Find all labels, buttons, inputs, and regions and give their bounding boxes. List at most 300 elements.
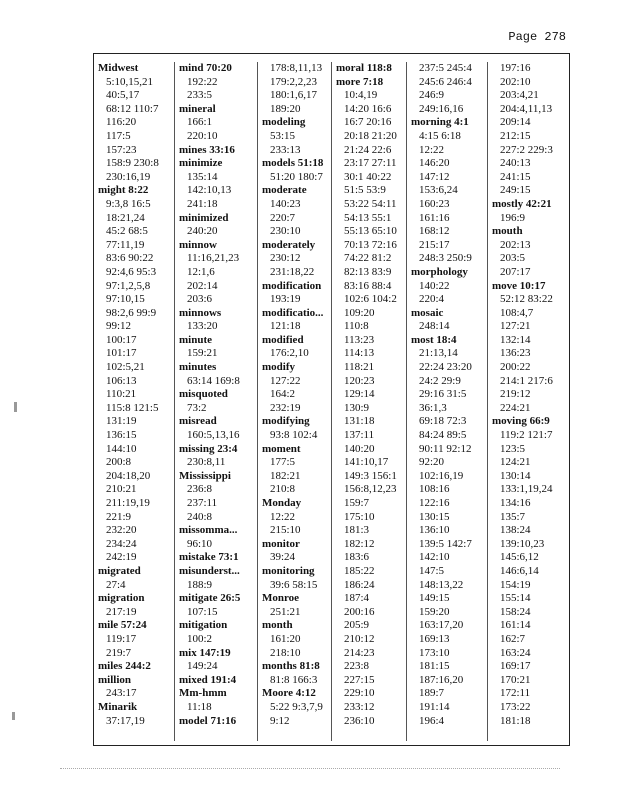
- index-reference: 69:18 72:3: [419, 415, 467, 428]
- index-reference: 116:20: [106, 116, 137, 129]
- index-column: [331, 62, 407, 741]
- index-reference: 140:23: [270, 197, 301, 210]
- index-term: mosaic: [411, 306, 444, 319]
- index-term: modeling: [262, 116, 306, 129]
- index-reference: 240:8: [187, 510, 213, 523]
- index-reference: 102:16,19: [419, 469, 464, 482]
- index-reference: 138:24: [500, 524, 531, 537]
- index-reference: 159:7: [344, 497, 370, 509]
- index-reference: 211:19,19: [106, 497, 150, 509]
- index-reference: 210:21: [106, 483, 137, 496]
- index-reference: 70:13 72:16: [344, 238, 397, 251]
- index-reference: 217:19: [106, 605, 137, 618]
- index-reference: 141:10,17: [344, 456, 389, 469]
- index-reference: 196:9: [500, 211, 526, 224]
- index-reference: 205:9: [344, 619, 370, 632]
- index-term: mile 57:24: [98, 619, 147, 632]
- index-reference: 93:8 102:4: [270, 429, 318, 442]
- index-reference: 4:15 6:18: [419, 129, 461, 142]
- index-reference: 23:17 27:11: [344, 157, 397, 170]
- index-reference: 237:5 245:4: [419, 62, 472, 74]
- index-reference: 127:21: [500, 320, 531, 333]
- index-reference: 159:21: [187, 347, 218, 360]
- index-term: miles 244:2: [98, 660, 151, 673]
- index-reference: 161:16: [419, 211, 450, 224]
- index-reference: 108:4,7: [500, 306, 534, 319]
- index-reference: 100:17: [106, 333, 137, 346]
- index-reference: 12:22: [270, 510, 296, 523]
- index-reference: 210:12: [344, 632, 375, 645]
- index-reference: 173:10: [419, 646, 450, 659]
- index-reference: 130:9: [344, 401, 370, 414]
- index-reference: 204:18,20: [106, 469, 151, 482]
- index-term: Mm-hmm: [179, 687, 227, 700]
- index-reference: 182:21: [270, 469, 301, 482]
- index-reference: 158:9 230:8: [106, 157, 159, 170]
- index-reference: 30:1 40:22: [344, 170, 392, 183]
- index-reference: 164:2: [270, 388, 296, 401]
- index-reference: 115:8 121:5: [106, 401, 159, 414]
- index-reference: 202:13: [500, 238, 531, 251]
- index-term: monitor: [262, 537, 300, 550]
- index-reference: 232:19: [270, 401, 301, 414]
- index-reference: 109:20: [344, 306, 375, 319]
- index-reference: 248:3 250:9: [419, 252, 472, 265]
- index-reference: 193:19: [270, 293, 301, 306]
- index-term: misread: [179, 415, 217, 428]
- index-reference: 18:21,24: [106, 211, 145, 224]
- index-term: mines 33:16: [179, 143, 235, 156]
- index-reference: 12:1,6: [187, 265, 215, 278]
- index-reference: 16:7 20:16: [344, 116, 392, 129]
- index-term: morning 4:1: [411, 116, 469, 129]
- index-reference: 161:20: [270, 632, 301, 645]
- index-reference: 149:3 156:1: [344, 469, 397, 482]
- index-reference: 148:13,22: [419, 578, 464, 591]
- index-reference: 188:9: [187, 578, 213, 591]
- index-reference: 160:5,13,16: [187, 429, 240, 442]
- index-reference: 242:19: [106, 551, 137, 564]
- index-reference: 153:6,24: [419, 184, 458, 197]
- index-term: mix 147:19: [179, 646, 231, 659]
- index-reference: 82:13 83:9: [344, 265, 392, 278]
- index-reference: 108:16: [419, 483, 450, 496]
- index-reference: 5:10,15,21: [106, 75, 154, 88]
- index-term: moderate: [262, 184, 307, 197]
- scan-footer-line: [60, 768, 560, 770]
- index-term: misquoted: [179, 388, 228, 401]
- index-term: mind 70:20: [179, 62, 232, 74]
- index-reference: 54:13 55:1: [344, 211, 392, 224]
- index-reference: 249:15: [500, 184, 531, 197]
- index-reference: 227:2 229:3: [500, 143, 553, 156]
- index-reference: 106:13: [106, 374, 137, 387]
- index-reference: 74:22 81:2: [344, 252, 392, 265]
- index-term: mitigate 26:5: [179, 592, 241, 605]
- index-reference: 203:6: [187, 293, 213, 306]
- index-term: minutes: [179, 361, 217, 374]
- index-reference: 179:2,2,23: [270, 75, 318, 88]
- index-reference: 24:2 29:9: [419, 374, 461, 387]
- index-term: million: [98, 673, 132, 686]
- index-reference: 221:9: [106, 510, 132, 523]
- index-term: minnow: [179, 238, 217, 251]
- index-reference: 102:5,21: [106, 361, 145, 374]
- index-reference: 107:15: [187, 605, 218, 618]
- index-reference: 20:18 21:20: [344, 129, 397, 142]
- index-column: [94, 62, 174, 741]
- index-reference: 200:22: [500, 361, 531, 374]
- index-reference: 36:1,3: [419, 401, 447, 414]
- index-reference: 204:4,11,13: [500, 102, 553, 115]
- index-reference: 202:10: [500, 75, 531, 88]
- index-reference: 40:5,17: [106, 89, 140, 102]
- index-reference: 10:4,19: [344, 89, 378, 102]
- index-term: mineral: [179, 102, 216, 115]
- index-reference: 97:1,2,5,8: [106, 279, 151, 292]
- index-reference: 129:14: [344, 388, 375, 401]
- index-reference: 149:24: [187, 660, 218, 673]
- index-reference: 9:3,8 16:5: [106, 197, 151, 210]
- index-term: mouth: [492, 225, 523, 238]
- index-reference: 162:7: [500, 632, 526, 645]
- index-reference: 232:20: [106, 524, 137, 537]
- index-reference: 77:11,19: [106, 238, 145, 251]
- index-reference: 218:10: [270, 646, 301, 659]
- index-reference: 169:13: [419, 632, 450, 645]
- index-reference: 131:18: [344, 415, 375, 428]
- index-reference: 245:6 246:4: [419, 75, 472, 88]
- index-reference: 210:8: [270, 483, 296, 496]
- index-reference: 170:21: [500, 673, 531, 686]
- index-reference: 230:10: [270, 225, 301, 238]
- index-reference: 39:24: [270, 551, 296, 564]
- index-reference: 83:6 90:22: [106, 252, 154, 265]
- index-reference: 161:14: [500, 619, 531, 632]
- index-reference: 192:22: [187, 75, 218, 88]
- index-reference: 182:12: [344, 537, 375, 550]
- index-reference: 230:12: [270, 252, 301, 265]
- index-term: monitoring: [262, 564, 315, 577]
- index-reference: 215:10: [270, 524, 301, 537]
- index-column: [174, 62, 258, 741]
- index-term: mistake 73:1: [179, 551, 239, 564]
- index-reference: 251:21: [270, 605, 301, 618]
- index-reference: 236:8: [187, 483, 213, 496]
- index-reference: 187:4: [344, 592, 370, 605]
- index-reference: 135:14: [187, 170, 218, 183]
- index-reference: 158:24: [500, 605, 531, 618]
- index-reference: 149:15: [419, 592, 450, 605]
- index-reference: 147:12: [419, 170, 450, 183]
- index-reference: 236:10: [344, 714, 375, 727]
- index-reference: 134:16: [500, 497, 531, 509]
- index-reference: 160:23: [419, 197, 450, 210]
- index-reference: 189:7: [419, 687, 445, 700]
- index-reference: 233:12: [344, 700, 375, 713]
- index-reference: 14:20 16:6: [344, 102, 392, 115]
- index-reference: 212:15: [500, 129, 531, 142]
- index-reference: 99:12: [106, 320, 132, 333]
- index-reference: 203:5: [500, 252, 526, 265]
- index-reference: 233:5: [187, 89, 213, 102]
- index-reference: 132:14: [500, 333, 531, 346]
- index-reference: 237:11: [187, 497, 218, 509]
- index-reference: 9:12: [270, 714, 290, 727]
- index-term: mostly 42:21: [492, 197, 552, 210]
- index-reference: 214:23: [344, 646, 375, 659]
- index-reference: 163:24: [500, 646, 531, 659]
- index-reference: 200:16: [344, 605, 375, 618]
- index-reference: 90:11 92:12: [419, 442, 472, 455]
- index-reference: 147:5: [419, 564, 445, 577]
- index-term: modificatio...: [262, 306, 324, 319]
- index-term: model 71:16: [179, 714, 237, 727]
- index-reference: 173:22: [500, 700, 531, 713]
- index-reference: 119:2 121:7: [500, 429, 553, 442]
- index-reference: 166:1: [187, 116, 213, 129]
- index-reference: 140:20: [344, 442, 375, 455]
- index-reference: 131:19: [106, 415, 137, 428]
- index-term: most 18:4: [411, 333, 457, 346]
- index-reference: 96:10: [187, 537, 213, 550]
- index-reference: 98:2,6 99:9: [106, 306, 157, 319]
- index-reference: 63:14 169:8: [187, 374, 240, 387]
- index-term: might 8:22: [98, 184, 149, 197]
- index-term: minimize: [179, 157, 223, 170]
- index-reference: 230:8,11: [187, 456, 226, 469]
- index-column: [487, 62, 572, 741]
- index-reference: 83:16 88:4: [344, 279, 392, 292]
- index-reference: 97:10,15: [106, 293, 145, 306]
- index-reference: 189:20: [270, 102, 301, 115]
- index-reference: 227:15: [344, 673, 375, 686]
- index-reference: 122:16: [419, 497, 450, 509]
- index-reference: 175:10: [344, 510, 375, 523]
- index-reference: 140:22: [419, 279, 450, 292]
- index-term: migration: [98, 592, 145, 605]
- index-reference: 135:7: [500, 510, 526, 523]
- index-reference: 53:15: [270, 129, 296, 142]
- index-term: moving 66:9: [492, 415, 550, 428]
- index-reference: 177:5: [270, 456, 296, 469]
- index-table: [93, 53, 570, 746]
- index-reference: 45:2 68:5: [106, 225, 148, 238]
- index-reference: 113:23: [344, 333, 375, 346]
- index-reference: 181:3: [344, 524, 370, 537]
- index-reference: 133:20: [187, 320, 218, 333]
- index-reference: 187:16,20: [419, 673, 464, 686]
- index-reference: 241:15: [500, 170, 531, 183]
- index-reference: 22:24 23:20: [419, 361, 472, 374]
- index-reference: 84:24 89:5: [419, 429, 467, 442]
- index-reference: 233:13: [270, 143, 301, 156]
- index-reference: 209:14: [500, 116, 531, 129]
- index-reference: 21:24 22:6: [344, 143, 392, 156]
- index-reference: 220:7: [270, 211, 296, 224]
- index-reference: 219:12: [500, 388, 531, 401]
- index-term: minute: [179, 333, 212, 346]
- index-reference: 223:8: [344, 660, 370, 673]
- index-reference: 11:18: [187, 700, 212, 713]
- index-reference: 220:10: [187, 129, 218, 142]
- index-term: more 7:18: [336, 75, 384, 88]
- index-reference: 168:12: [419, 225, 450, 238]
- index-reference: 181:15: [419, 660, 450, 673]
- index-reference: 73:2: [187, 401, 207, 414]
- index-term: months 81:8: [262, 660, 320, 673]
- index-reference: 133:1,19,24: [500, 483, 553, 496]
- index-reference: 241:18: [187, 197, 218, 210]
- index-term: mitigation: [179, 619, 228, 632]
- index-term: Monroe: [262, 592, 300, 605]
- index-reference: 146:6,14: [500, 564, 539, 577]
- index-reference: 220:4: [419, 293, 445, 306]
- index-term: missomma...: [179, 524, 238, 537]
- index-term: morphology: [411, 265, 468, 278]
- index-reference: 51:20 180:7: [270, 170, 323, 183]
- scan-artifact-left-lower: [12, 712, 15, 720]
- index-term: Moore 4:12: [262, 687, 316, 700]
- index-reference: 136:10: [419, 524, 450, 537]
- index-reference: 124:21: [500, 456, 531, 469]
- index-term: Minarik: [98, 700, 138, 713]
- index-reference: 114:13: [344, 347, 375, 360]
- index-column: [406, 62, 488, 741]
- index-reference: 136:23: [500, 347, 531, 360]
- index-reference: 52:12 83:22: [500, 293, 553, 306]
- index-reference: 127:22: [270, 374, 301, 387]
- index-reference: 207:17: [500, 265, 531, 278]
- index-term: missing 23:4: [179, 442, 238, 455]
- index-reference: 51:5 53:9: [344, 184, 386, 197]
- index-term: misunderst...: [179, 564, 240, 577]
- index-reference: 121:18: [270, 320, 301, 333]
- index-reference: 21:13,14: [419, 347, 458, 360]
- index-term: models 51:18: [262, 157, 324, 170]
- index-reference: 181:18: [500, 714, 531, 727]
- index-reference: 102:6 104:2: [344, 293, 397, 306]
- index-reference: 53:22 54:11: [344, 197, 397, 210]
- index-reference: 110:21: [106, 388, 137, 401]
- index-reference: 230:16,19: [106, 170, 151, 183]
- index-reference: 139:10,23: [500, 537, 545, 550]
- index-reference: 214:1 217:6: [500, 374, 553, 387]
- index-reference: 139:5 142:7: [419, 537, 472, 550]
- index-reference: 27:4: [106, 578, 126, 591]
- index-term: mixed 191:4: [179, 673, 237, 686]
- index-term: migrated: [98, 564, 141, 577]
- index-term: Monday: [262, 497, 302, 509]
- index-column: [257, 62, 332, 741]
- index-reference: 29:16 31:5: [419, 388, 467, 401]
- index-term: modify: [262, 361, 295, 374]
- index-reference: 224:21: [500, 401, 531, 414]
- index-term: moment: [262, 442, 301, 455]
- index-reference: 37:17,19: [106, 714, 145, 727]
- index-reference: 163:17,20: [419, 619, 464, 632]
- index-reference: 215:17: [419, 238, 450, 251]
- index-term: month: [262, 619, 293, 632]
- index-reference: 11:16,21,23: [187, 252, 240, 265]
- index-term: minnows: [179, 306, 222, 319]
- index-reference: 120:23: [344, 374, 375, 387]
- page-number: Page 278: [508, 30, 566, 44]
- index-reference: 136:15: [106, 429, 137, 442]
- index-reference: 229:10: [344, 687, 375, 700]
- index-reference: 12:22: [419, 143, 445, 156]
- index-reference: 146:20: [419, 157, 450, 170]
- index-reference: 117:5: [106, 129, 131, 142]
- index-reference: 142:10,13: [187, 184, 232, 197]
- index-reference: 191:14: [419, 700, 450, 713]
- index-term: Mississippi: [179, 469, 231, 482]
- index-reference: 172:11: [500, 687, 531, 700]
- index-reference: 248:14: [419, 320, 450, 333]
- index-reference: 130:14: [500, 469, 531, 482]
- index-reference: 234:24: [106, 537, 137, 550]
- index-reference: 180:1,6,17: [270, 89, 318, 102]
- index-reference: 178:8,11,13: [270, 62, 323, 74]
- index-reference: 154:19: [500, 578, 531, 591]
- index-reference: 202:14: [187, 279, 218, 292]
- index-reference: 176:2,10: [270, 347, 309, 360]
- index-reference: 92:20: [419, 456, 445, 469]
- index-reference: 183:6: [344, 551, 370, 564]
- index-term: modifying: [262, 415, 310, 428]
- scan-artifact-left: [14, 402, 17, 412]
- index-term: minimized: [179, 211, 229, 224]
- index-reference: 92:4,6 95:3: [106, 265, 157, 278]
- index-term: Midwest: [98, 62, 139, 74]
- index-reference: 155:14: [500, 592, 531, 605]
- index-reference: 101:17: [106, 347, 137, 360]
- index-reference: 137:11: [344, 429, 375, 442]
- index-reference: 118:21: [344, 361, 375, 374]
- index-reference: 130:15: [419, 510, 450, 523]
- index-reference: 55:13 65:10: [344, 225, 397, 238]
- index-reference: 243:17: [106, 687, 137, 700]
- index-reference: 119:17: [106, 632, 137, 645]
- index-reference: 123:5: [500, 442, 526, 455]
- index-reference: 240:13: [500, 157, 531, 170]
- index-reference: 81:8 166:3: [270, 673, 318, 686]
- index-reference: 145:6,12: [500, 551, 539, 564]
- index-reference: 185:22: [344, 564, 375, 577]
- index-term: modification: [262, 279, 322, 292]
- index-reference: 110:8: [344, 320, 369, 333]
- index-reference: 156:8,12,23: [344, 483, 397, 496]
- index-reference: 186:24: [344, 578, 375, 591]
- index-reference: 100:2: [187, 632, 213, 645]
- index-reference: 142:10: [419, 551, 450, 564]
- index-reference: 144:10: [106, 442, 137, 455]
- index-reference: 197:16: [500, 62, 531, 74]
- index-reference: 39:6 58:15: [270, 578, 318, 591]
- index-reference: 196:4: [419, 714, 445, 727]
- index-term: modified: [262, 333, 304, 346]
- index-reference: 200:8: [106, 456, 132, 469]
- index-reference: 157:23: [106, 143, 137, 156]
- index-reference: 68:12 110:7: [106, 102, 159, 115]
- index-reference: 240:20: [187, 225, 218, 238]
- index-term: moderately: [262, 238, 316, 251]
- index-reference: 249:16,16: [419, 102, 464, 115]
- index-reference: 159:20: [419, 605, 450, 618]
- index-reference: 5:22 9:3,7,9: [270, 700, 323, 713]
- index-reference: 219:7: [106, 646, 132, 659]
- index-reference: 231:18,22: [270, 265, 315, 278]
